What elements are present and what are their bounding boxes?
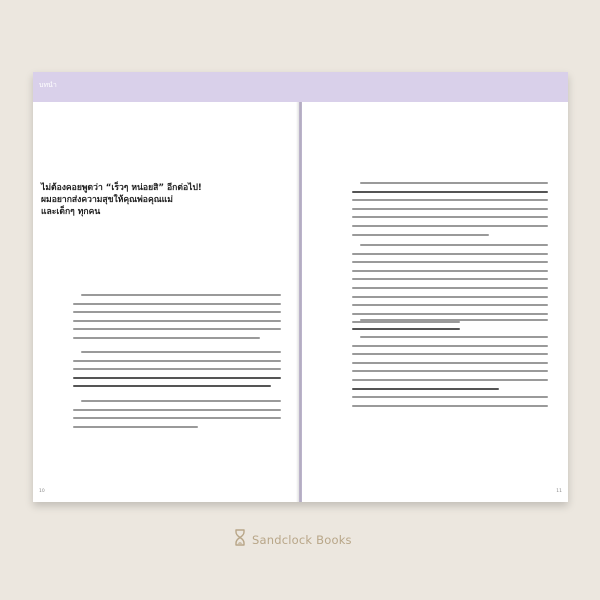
right-page bbox=[302, 102, 568, 502]
left-page bbox=[33, 102, 299, 502]
chapter-tab: บทนำ bbox=[39, 81, 57, 89]
chapter-heading bbox=[41, 182, 241, 218]
body-paragraph bbox=[73, 294, 281, 346]
hourglass-icon bbox=[234, 529, 246, 550]
heading-line: และเด็กๆ ทุกคน bbox=[41, 207, 101, 217]
open-book-spread bbox=[33, 72, 568, 502]
page-number: 11 bbox=[556, 489, 562, 494]
heading-line: ไม่ต้องคอยพูดว่า “เร็วๆ หน่อยสิ” อีกต่อไป! bbox=[41, 183, 202, 193]
page-number: 10 bbox=[39, 489, 45, 494]
heading-line: ผมอยากส่งความสุขให้คุณพ่อคุณแม่ bbox=[41, 195, 173, 205]
body-paragraph bbox=[73, 351, 281, 394]
body-paragraph bbox=[352, 182, 548, 242]
body-paragraph bbox=[352, 319, 548, 336]
brand-name: Sandclock Books bbox=[252, 532, 352, 547]
body-paragraph bbox=[352, 244, 548, 330]
body-paragraph bbox=[73, 400, 281, 434]
body-paragraph bbox=[352, 336, 548, 413]
brand-logo bbox=[234, 529, 352, 550]
